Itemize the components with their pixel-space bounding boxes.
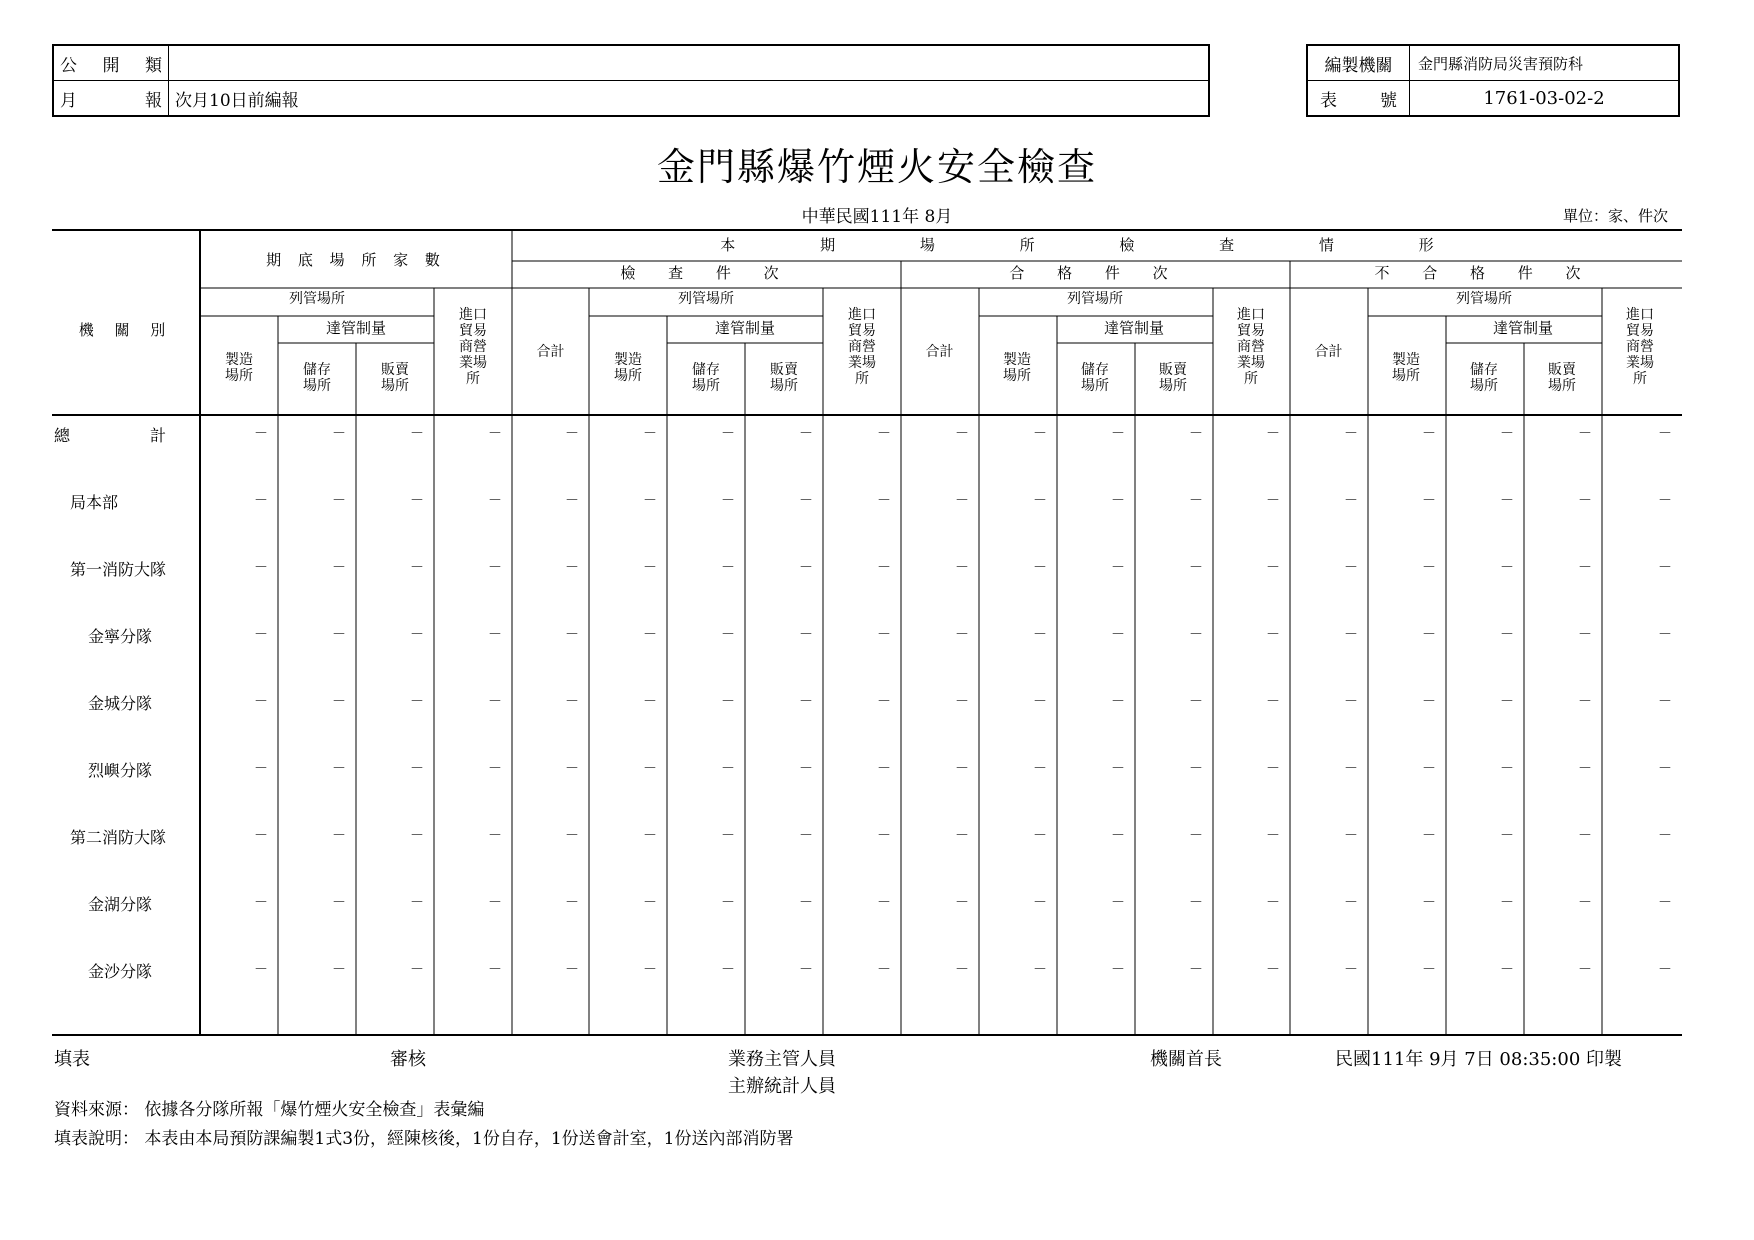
table-cell: － bbox=[254, 694, 268, 710]
table-cell: － bbox=[799, 828, 813, 844]
unqualified-sub-header: 不 合 格 件 次 bbox=[1374, 264, 1595, 282]
table-cell: － bbox=[1500, 895, 1514, 911]
unqualified-import bbox=[1601, 307, 1679, 387]
table-cell: － bbox=[1344, 560, 1358, 576]
a-sales bbox=[356, 362, 434, 394]
inspected-manufacture-line: 製造 bbox=[614, 352, 642, 368]
table-cell: － bbox=[799, 426, 813, 442]
table-cell: － bbox=[488, 761, 502, 777]
a-sales-line: 販賣 bbox=[381, 362, 409, 378]
table-cell: － bbox=[1033, 493, 1047, 509]
qualified-manufacture bbox=[978, 352, 1056, 384]
table-cell: － bbox=[721, 694, 735, 710]
a-storage-line: 場所 bbox=[303, 378, 331, 394]
table-cell: － bbox=[955, 761, 969, 777]
table-cell: － bbox=[955, 828, 969, 844]
agency-value: 金門縣消防局災害預防科 bbox=[1418, 54, 1584, 73]
qualified-listed: 列管場所 bbox=[1067, 291, 1123, 307]
table-cell: － bbox=[1189, 560, 1203, 576]
table-cell: － bbox=[1344, 627, 1358, 643]
table-cell: － bbox=[721, 828, 735, 844]
a-sales-line: 場所 bbox=[381, 378, 409, 394]
inspected-import-line: 所 bbox=[855, 371, 869, 387]
qualified-sales bbox=[1134, 362, 1212, 394]
table-cell: － bbox=[955, 895, 969, 911]
table-cell: － bbox=[1033, 560, 1047, 576]
table-cell: － bbox=[1578, 828, 1592, 844]
table-cell: － bbox=[254, 426, 268, 442]
inspected-storage-line: 儲存 bbox=[692, 362, 720, 378]
unqualified-total: 合計 bbox=[1314, 344, 1343, 360]
table-cell: － bbox=[721, 627, 735, 643]
table-cell: － bbox=[565, 493, 579, 509]
table-cell: － bbox=[1189, 694, 1203, 710]
table-cell: － bbox=[488, 828, 502, 844]
table-cell: － bbox=[410, 694, 424, 710]
table-cell: － bbox=[1578, 694, 1592, 710]
table-cell: － bbox=[1500, 426, 1514, 442]
table-cell: － bbox=[410, 895, 424, 911]
row-label: 局本部 bbox=[70, 493, 119, 512]
table-cell: － bbox=[643, 627, 657, 643]
qualified-manufacture-line: 製造 bbox=[1003, 352, 1031, 368]
table-cell: － bbox=[721, 493, 735, 509]
table-cell: － bbox=[332, 828, 346, 844]
table-cell: － bbox=[1344, 694, 1358, 710]
qualified-import-line: 商營 bbox=[1237, 339, 1265, 355]
table-cell: － bbox=[1033, 761, 1047, 777]
inspected-manufacture-line: 場所 bbox=[614, 368, 642, 384]
a-import-line: 所 bbox=[466, 371, 480, 387]
unit-label: 單位：家、件次 bbox=[1562, 207, 1668, 225]
inspected-import-line: 貿易 bbox=[848, 323, 876, 339]
unqualified-import-line: 業場 bbox=[1626, 355, 1654, 371]
table-cell: － bbox=[410, 493, 424, 509]
table-cell: － bbox=[955, 560, 969, 576]
table-cell: － bbox=[254, 828, 268, 844]
agency-row bbox=[1308, 46, 1678, 80]
form-number-label: 表 號 bbox=[1308, 81, 1410, 115]
table-cell: － bbox=[1422, 426, 1436, 442]
unqualified-sales bbox=[1523, 362, 1601, 394]
table-cell: － bbox=[565, 627, 579, 643]
table-cell: － bbox=[799, 895, 813, 911]
inspected-storage-line: 場所 bbox=[692, 378, 720, 394]
table-cell: － bbox=[254, 493, 268, 509]
table-cell: － bbox=[565, 962, 579, 978]
a-manufacture bbox=[200, 352, 278, 384]
table-cell: － bbox=[1658, 426, 1672, 442]
table-cell: － bbox=[955, 493, 969, 509]
unqualified-storage-line: 場所 bbox=[1470, 378, 1498, 394]
table-cell: － bbox=[877, 426, 891, 442]
table-cell: － bbox=[1422, 694, 1436, 710]
table-cell: － bbox=[565, 426, 579, 442]
unqualified-manufacture bbox=[1367, 352, 1445, 384]
table-cell: － bbox=[1266, 627, 1280, 643]
inspected-manufacture bbox=[589, 352, 667, 384]
table-cell: － bbox=[488, 560, 502, 576]
table-cell: － bbox=[721, 761, 735, 777]
table-cell: － bbox=[1033, 627, 1047, 643]
table-cell: － bbox=[1658, 627, 1672, 643]
unqualified-storage-line: 儲存 bbox=[1470, 362, 1498, 378]
table-cell: － bbox=[1111, 560, 1125, 576]
table-cell: － bbox=[488, 627, 502, 643]
a-storage bbox=[278, 362, 356, 394]
unqualified-import-line: 所 bbox=[1633, 371, 1647, 387]
row-label: 總 計 bbox=[54, 426, 167, 445]
qualified-reg: 達管制量 bbox=[1103, 319, 1164, 337]
table-cell: － bbox=[254, 560, 268, 576]
table-cell: － bbox=[1266, 560, 1280, 576]
table-cell: － bbox=[1422, 761, 1436, 777]
inspected-import-line: 進口 bbox=[848, 307, 876, 323]
table-cell: － bbox=[1658, 962, 1672, 978]
stats-label: 主辦統計人員 bbox=[728, 1076, 836, 1097]
inspected-listed: 列管場所 bbox=[678, 291, 734, 307]
table-cell: － bbox=[254, 962, 268, 978]
table-cell: － bbox=[1578, 426, 1592, 442]
inspected-sales bbox=[745, 362, 823, 394]
table-cell: － bbox=[1189, 761, 1203, 777]
qualified-total: 合計 bbox=[925, 344, 954, 360]
table-cell: － bbox=[877, 828, 891, 844]
table-cell: － bbox=[721, 962, 735, 978]
table-cell: － bbox=[643, 895, 657, 911]
table-cell: － bbox=[799, 962, 813, 978]
qualified-sub-header: 合 格 件 次 bbox=[1009, 264, 1182, 282]
table-cell: － bbox=[1189, 895, 1203, 911]
table-cell: － bbox=[1422, 627, 1436, 643]
table-cell: － bbox=[410, 761, 424, 777]
table-cell: － bbox=[1500, 828, 1514, 844]
table-cell: － bbox=[1266, 828, 1280, 844]
table-cell: － bbox=[1189, 828, 1203, 844]
table-cell: － bbox=[1500, 493, 1514, 509]
a-manufacture-line: 製造 bbox=[225, 352, 253, 368]
table-cell: － bbox=[565, 761, 579, 777]
table-cell: － bbox=[955, 627, 969, 643]
qualified-import bbox=[1212, 307, 1290, 387]
row-label: 金城分隊 bbox=[88, 694, 153, 713]
table-cell: － bbox=[488, 493, 502, 509]
a-import bbox=[434, 307, 512, 387]
table-cell: － bbox=[1500, 560, 1514, 576]
form-number-value: 1761-03-02-2 bbox=[1483, 87, 1605, 109]
table-cell: － bbox=[1189, 962, 1203, 978]
table-cell: － bbox=[1422, 828, 1436, 844]
unqualified-manufacture-line: 場所 bbox=[1392, 368, 1420, 384]
row-label: 第二消防大隊 bbox=[70, 828, 167, 847]
table-cell: － bbox=[955, 962, 969, 978]
a-storage-line: 儲存 bbox=[303, 362, 331, 378]
unqualified-sales-line: 場所 bbox=[1548, 378, 1576, 394]
row-label: 第一消防大隊 bbox=[70, 560, 167, 579]
qualified-storage-line: 場所 bbox=[1081, 378, 1109, 394]
table-cell: － bbox=[1111, 895, 1125, 911]
table-cell: － bbox=[1578, 895, 1592, 911]
row-label: 金寧分隊 bbox=[88, 627, 153, 646]
table-cell: － bbox=[1500, 627, 1514, 643]
table-cell: － bbox=[1578, 962, 1592, 978]
table-cell: － bbox=[799, 560, 813, 576]
table-cell: － bbox=[1422, 895, 1436, 911]
row-label: 金湖分隊 bbox=[88, 895, 153, 914]
table-cell: － bbox=[799, 761, 813, 777]
table-cell: － bbox=[565, 694, 579, 710]
table-cell: － bbox=[1500, 761, 1514, 777]
qualified-import-line: 進口 bbox=[1237, 307, 1265, 323]
table-cell: － bbox=[1266, 694, 1280, 710]
table-cell: － bbox=[488, 694, 502, 710]
unqualified-sales-line: 販賣 bbox=[1548, 362, 1576, 378]
inspected-storage bbox=[667, 362, 745, 394]
table-cell: － bbox=[1189, 426, 1203, 442]
source-note: 資料來源： 依據各分隊所報「爆竹煙火安全檢查」表彙編 bbox=[54, 1100, 485, 1120]
table-cell: － bbox=[565, 560, 579, 576]
table-cell: － bbox=[410, 426, 424, 442]
unqualified-listed: 列管場所 bbox=[1456, 291, 1512, 307]
qualified-import-line: 貿易 bbox=[1237, 323, 1265, 339]
a-manufacture-line: 場所 bbox=[225, 368, 253, 384]
table-cell: － bbox=[1658, 560, 1672, 576]
table-cell: － bbox=[877, 761, 891, 777]
table-cell: － bbox=[1266, 761, 1280, 777]
table-cell: － bbox=[1422, 560, 1436, 576]
table-cell: － bbox=[410, 962, 424, 978]
unqualified-reg: 達管制量 bbox=[1492, 319, 1553, 337]
table-cell: － bbox=[877, 694, 891, 710]
table-cell: － bbox=[721, 426, 735, 442]
table-cell: － bbox=[799, 627, 813, 643]
table-cell: － bbox=[1111, 426, 1125, 442]
table-cell: － bbox=[565, 828, 579, 844]
row-label: 烈嶼分隊 bbox=[88, 761, 153, 780]
table-cell: － bbox=[799, 493, 813, 509]
table-cell: － bbox=[643, 761, 657, 777]
qualified-import-line: 所 bbox=[1244, 371, 1258, 387]
table-cell: － bbox=[565, 895, 579, 911]
table-cell: － bbox=[1033, 962, 1047, 978]
unqualified-import-line: 商營 bbox=[1626, 339, 1654, 355]
table-cell: － bbox=[1033, 828, 1047, 844]
a-import-line: 進口 bbox=[459, 307, 487, 323]
table-cell: － bbox=[332, 761, 346, 777]
table-cell: － bbox=[1578, 627, 1592, 643]
table-cell: － bbox=[1266, 895, 1280, 911]
page-title: 金門縣爆竹煙火安全檢查 bbox=[656, 145, 1097, 189]
row-label: 金沙分隊 bbox=[88, 962, 153, 981]
table-cell: － bbox=[410, 560, 424, 576]
table-cell: － bbox=[1658, 761, 1672, 777]
frequency-row bbox=[54, 80, 1208, 115]
table-cell: － bbox=[1266, 962, 1280, 978]
table-cell: － bbox=[1111, 694, 1125, 710]
table-cell: － bbox=[1344, 761, 1358, 777]
table-cell: － bbox=[254, 627, 268, 643]
frequency-value: 次月10日前編報 bbox=[175, 90, 299, 111]
inspected-import-line: 商營 bbox=[848, 339, 876, 355]
header-right-box bbox=[1306, 44, 1680, 117]
fill-label: 填表 bbox=[54, 1049, 90, 1070]
unqualified-manufacture-line: 製造 bbox=[1392, 352, 1420, 368]
group-a-header: 期 底 場 所 家 數 bbox=[266, 251, 446, 269]
table-cell: － bbox=[332, 627, 346, 643]
table-cell: － bbox=[1189, 627, 1203, 643]
table-cell: － bbox=[1658, 694, 1672, 710]
table-cell: － bbox=[1111, 493, 1125, 509]
table-cell: － bbox=[799, 694, 813, 710]
table-cell: － bbox=[332, 560, 346, 576]
qualified-storage-line: 儲存 bbox=[1081, 362, 1109, 378]
inspected-sub-header: 檢 查 件 次 bbox=[620, 264, 793, 282]
table-cell: － bbox=[877, 962, 891, 978]
table-cell: － bbox=[643, 828, 657, 844]
table-cell: － bbox=[1344, 828, 1358, 844]
table-cell: － bbox=[1266, 426, 1280, 442]
table-cell: － bbox=[643, 962, 657, 978]
table-cell: － bbox=[1500, 962, 1514, 978]
a-import-line: 商營 bbox=[459, 339, 487, 355]
table-cell: － bbox=[488, 895, 502, 911]
table-cell: － bbox=[1344, 895, 1358, 911]
inspected-import-line: 業場 bbox=[848, 355, 876, 371]
agency-label: 編製機關 bbox=[1308, 46, 1410, 80]
table-cell: － bbox=[721, 895, 735, 911]
table-cell: － bbox=[1266, 493, 1280, 509]
table-cell: － bbox=[877, 895, 891, 911]
group-b-header: 本 期 場 所 檢 查 情 形 bbox=[720, 236, 1474, 254]
table-cell: － bbox=[332, 962, 346, 978]
manager-label: 業務主管人員 bbox=[728, 1049, 836, 1070]
table-cell: － bbox=[410, 627, 424, 643]
form-number-row bbox=[1308, 80, 1678, 115]
unqualified-storage bbox=[1445, 362, 1523, 394]
table-cell: － bbox=[1111, 828, 1125, 844]
unqualified-import-line: 貿易 bbox=[1626, 323, 1654, 339]
qualified-sales-line: 販賣 bbox=[1159, 362, 1187, 378]
table-cell: － bbox=[410, 828, 424, 844]
table-cell: － bbox=[1578, 560, 1592, 576]
qualified-storage bbox=[1056, 362, 1134, 394]
chief-label: 機關首長 bbox=[1150, 1049, 1222, 1070]
a-reg: 達管制量 bbox=[325, 319, 386, 337]
inspected-sales-line: 場所 bbox=[770, 378, 798, 394]
table-cell: － bbox=[721, 560, 735, 576]
table-cell: － bbox=[1658, 493, 1672, 509]
table-cell: － bbox=[1344, 426, 1358, 442]
qualified-manufacture-line: 場所 bbox=[1003, 368, 1031, 384]
a-import-line: 業場 bbox=[459, 355, 487, 371]
table-cell: － bbox=[643, 694, 657, 710]
table-cell: － bbox=[1033, 895, 1047, 911]
table-cell: － bbox=[332, 493, 346, 509]
frequency-label: 月 報 bbox=[54, 81, 169, 115]
table-cell: － bbox=[1344, 962, 1358, 978]
table-cell: － bbox=[1111, 627, 1125, 643]
table-cell: － bbox=[254, 895, 268, 911]
classification-label: 公 開 類 bbox=[54, 46, 169, 80]
table-cell: － bbox=[1189, 493, 1203, 509]
table-cell: － bbox=[877, 560, 891, 576]
inspected-import bbox=[823, 307, 901, 387]
table-cell: － bbox=[1422, 962, 1436, 978]
row-header: 機 關 別 bbox=[78, 321, 174, 339]
review-label: 審核 bbox=[390, 1049, 426, 1070]
a-listed: 列管場所 bbox=[289, 291, 345, 307]
table-cell: － bbox=[332, 694, 346, 710]
printed-label: 民國111年 9月 7日 08:35:00 印製 bbox=[1335, 1049, 1622, 1070]
table-cell: － bbox=[1500, 694, 1514, 710]
table-cell: － bbox=[643, 560, 657, 576]
table-cell: － bbox=[254, 761, 268, 777]
inspected-sales-line: 販賣 bbox=[770, 362, 798, 378]
table-cell: － bbox=[1422, 493, 1436, 509]
table-cell: － bbox=[488, 962, 502, 978]
inspected-reg: 達管制量 bbox=[714, 319, 775, 337]
table-cell: － bbox=[643, 493, 657, 509]
inspected-total: 合計 bbox=[536, 344, 565, 360]
table-cell: － bbox=[1344, 493, 1358, 509]
classification-row bbox=[54, 46, 1208, 80]
table-cell: － bbox=[1111, 962, 1125, 978]
table-cell: － bbox=[1658, 828, 1672, 844]
table-cell: － bbox=[955, 694, 969, 710]
table-cell: － bbox=[1111, 761, 1125, 777]
report-date: 中華民國111年 8月 bbox=[801, 207, 953, 227]
table-cell: － bbox=[1578, 493, 1592, 509]
qualified-sales-line: 場所 bbox=[1159, 378, 1187, 394]
unqualified-import-line: 進口 bbox=[1626, 307, 1654, 323]
table-cell: － bbox=[877, 627, 891, 643]
table-cell: － bbox=[1578, 761, 1592, 777]
table-cell: － bbox=[332, 895, 346, 911]
table-cell: － bbox=[332, 426, 346, 442]
table-cell: － bbox=[1033, 694, 1047, 710]
header-left-box bbox=[52, 44, 1210, 117]
table-cell: － bbox=[1658, 895, 1672, 911]
a-import-line: 貿易 bbox=[459, 323, 487, 339]
table-cell: － bbox=[877, 493, 891, 509]
table-cell: － bbox=[1033, 426, 1047, 442]
table-cell: － bbox=[955, 426, 969, 442]
table-cell: － bbox=[643, 426, 657, 442]
instructions-note: 填表說明： 本表由本局預防課編製1式3份，經陳核後，1份自存，1份送會計室，1份送內部消防署 bbox=[54, 1129, 794, 1149]
qualified-import-line: 業場 bbox=[1237, 355, 1265, 371]
table-cell: － bbox=[488, 426, 502, 442]
